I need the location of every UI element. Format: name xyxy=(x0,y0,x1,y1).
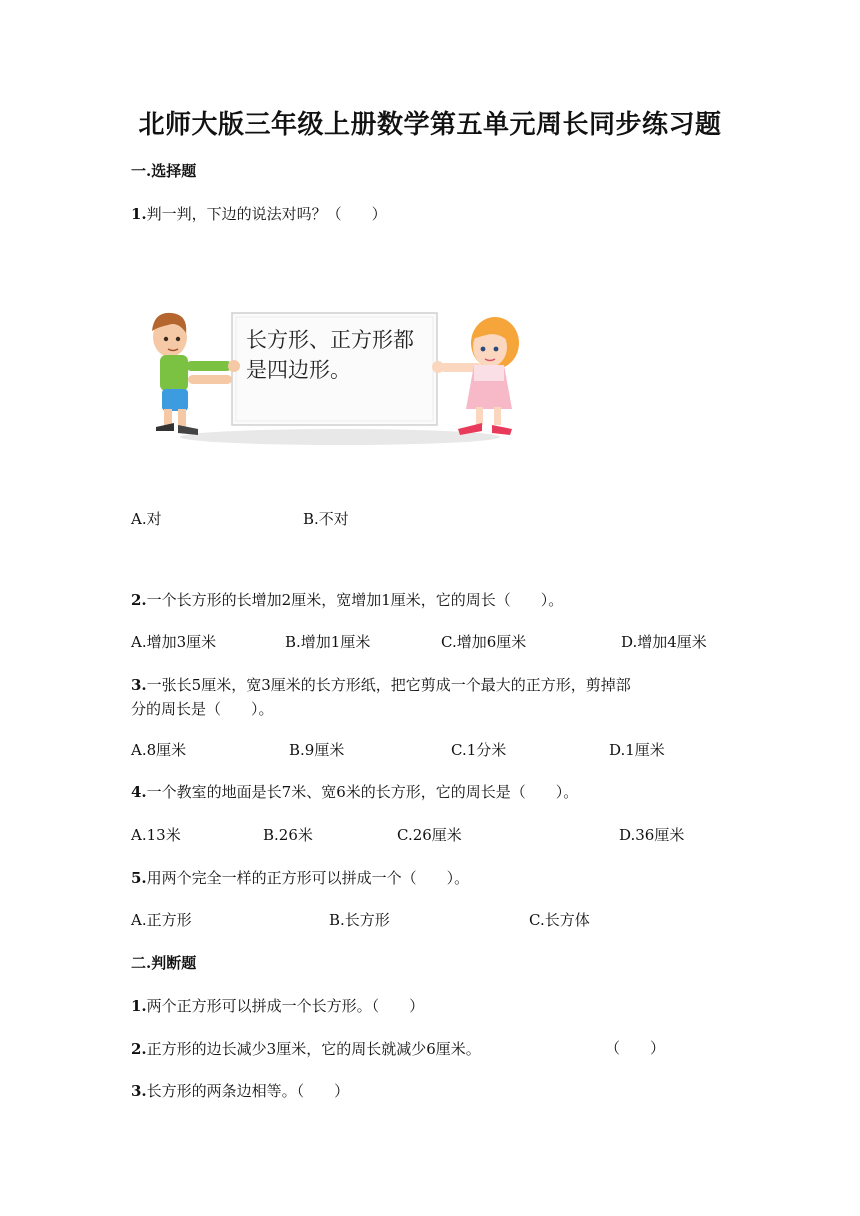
judgement-1 xyxy=(131,994,731,1018)
question-number: 5. xyxy=(131,869,147,887)
question-text: 判一判，下边的说法对吗？（ ） xyxy=(146,205,387,223)
kids-holding-sign-illustration xyxy=(140,305,540,455)
q2-option-c: C.增加6厘米 xyxy=(441,633,527,651)
boy-figure xyxy=(152,313,240,435)
q5-option-a: A.正方形 xyxy=(131,911,192,929)
question-number: 3. xyxy=(131,676,147,694)
sign-text-line1: 长方形、正方形都 xyxy=(246,328,414,352)
sign-text-line2: 是四边形。 xyxy=(246,358,351,382)
question-text: 用两个完全一样的正方形可以拼成一个（ ）。 xyxy=(146,869,470,887)
question-text: 一个教室的地面是长7米、宽6米的长方形，它的周长是（ ）。 xyxy=(146,783,579,801)
question-number: 1. xyxy=(131,205,147,223)
q1-option-b: B.不对 xyxy=(303,510,349,528)
girl-figure xyxy=(432,317,519,435)
q4-option-c: C.26厘米 xyxy=(397,826,462,844)
question-text: 正方形的边长减少3厘米，它的周长就减少6厘米。 xyxy=(146,1040,481,1058)
question-text: 一个长方形的长增加2厘米，宽增加1厘米，它的周长（ ）。 xyxy=(146,591,564,609)
question-number: 4. xyxy=(131,783,147,801)
question-2 xyxy=(131,588,731,612)
section-heading-choice: 一.选择题 xyxy=(131,162,197,180)
q1-option-a: A.对 xyxy=(131,510,162,528)
judgement-2-answer-paren: （ ） xyxy=(605,1039,666,1057)
q3-option-b: B.9厘米 xyxy=(289,741,345,759)
question-number: 1. xyxy=(131,997,147,1015)
question-number: 3. xyxy=(131,1082,147,1100)
section-heading-judgement: 二.判断题 xyxy=(131,954,197,972)
question-number: 2. xyxy=(131,591,147,609)
q4-option-b: B.26米 xyxy=(263,826,313,844)
question-text-line2: 分的周长是（ ）。 xyxy=(131,700,274,718)
q5-option-b: B.长方形 xyxy=(329,911,390,929)
question-1 xyxy=(131,202,731,226)
q4-option-a: A.13米 xyxy=(131,826,181,844)
q2-option-b: B.增加1厘米 xyxy=(285,633,371,651)
page-title: 北师大版三年级上册数学第五单元周长同步练习题 xyxy=(138,110,722,140)
q3-option-c: C.1分米 xyxy=(451,741,507,759)
question-text: 两个正方形可以拼成一个长方形。（ ） xyxy=(146,997,425,1015)
q2-option-a: A.增加3厘米 xyxy=(131,633,217,651)
q3-option-d: D.1厘米 xyxy=(609,741,665,759)
q3-option-a: A.8厘米 xyxy=(131,741,187,759)
q4-option-d: D.36厘米 xyxy=(619,826,685,844)
question-3 xyxy=(131,673,741,721)
question-number: 2. xyxy=(131,1040,147,1058)
q5-option-c: C.长方体 xyxy=(529,911,590,929)
question-text: 长方形的两条边相等。（ ） xyxy=(146,1082,350,1100)
question-5 xyxy=(131,866,731,890)
judgement-3 xyxy=(131,1079,731,1103)
q2-option-d: D.增加4厘米 xyxy=(621,633,707,651)
question-4 xyxy=(131,780,731,804)
question-text-line1: 一张长5厘米，宽3厘米的长方形纸，把它剪成一个最大的正方形，剪掉部 xyxy=(146,676,631,694)
